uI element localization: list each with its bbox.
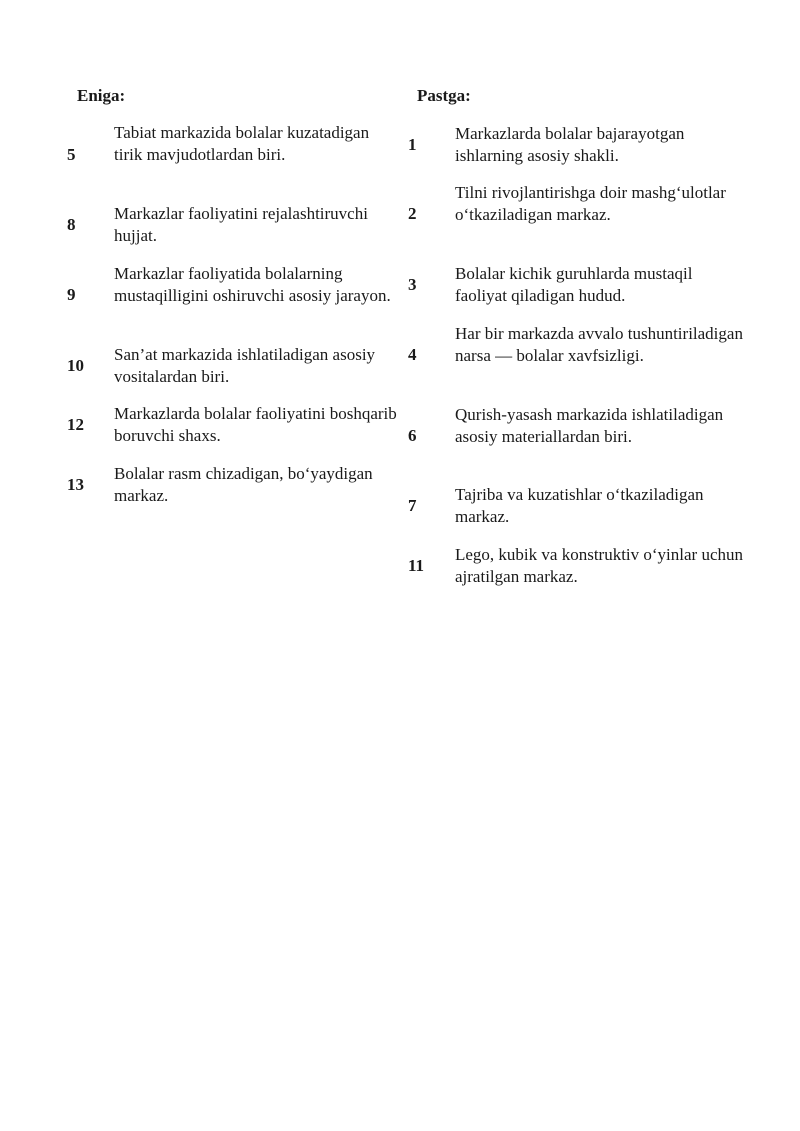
clue-number: 9 <box>67 285 76 304</box>
clue-text: Tabiat markazida bolalar kuzatadigan tirik mavjudotlardan biri. <box>114 123 370 164</box>
clue-number: 3 <box>408 275 417 294</box>
clue-text: Markazlar faoliyatini rejalashtiruvchi hujjat. <box>114 204 368 245</box>
clue-text: Lego, kubik va konstruktiv o‘yinlar uchun ajratilgan markaz. <box>455 545 744 586</box>
clue-text: Markazlarda bolalar bajarayotgan ishlarning asosiy shakli. <box>455 124 685 165</box>
clue-text: Tilni rivojlantirishga doir mashg‘ulotlar o‘tkaziladigan markaz. <box>455 183 726 224</box>
clue-number: 5 <box>67 145 76 164</box>
clue-number: 11 <box>408 556 425 575</box>
clue-text: Tajriba va kuzatishlar o‘tkaziladigan markaz. <box>455 485 704 526</box>
down-heading: Pastga: <box>417 86 471 105</box>
clue-number: 2 <box>408 204 417 223</box>
clue-text: Markazlar faoliyatida bolalarning mustaqilligini oshiruvchi asosiy jarayon. <box>114 264 391 305</box>
clue-number: 4 <box>408 345 417 364</box>
clue-number: 8 <box>67 215 76 234</box>
across-heading: Eniga: <box>77 86 126 105</box>
clue-text: Qurish-yasash markazida ishlatiladigan asosiy materiallardan biri. <box>455 405 724 446</box>
clue-number: 13 <box>67 475 84 494</box>
clue-number: 7 <box>408 496 417 515</box>
clue-text: Markazlarda bolalar faoliyatini boshqarib boruvchi shaxs. <box>114 404 397 445</box>
clue-text: San’at markazida ishlatiladigan asosiy vositalardan biri. <box>114 345 376 386</box>
clue-text: Bolalar kichik guruhlarda mustaqil faoliyat qiladigan hudud. <box>455 264 693 305</box>
clue-number: 12 <box>67 415 84 434</box>
clue-text: Har bir markazda avvalo tushuntiriladigan narsa — bolalar xavfsizligi. <box>455 324 743 365</box>
clue-number: 10 <box>67 356 84 375</box>
clue-text: Bolalar rasm chizadigan, bo‘yaydigan markaz. <box>114 464 373 505</box>
clue-number: 6 <box>408 426 417 445</box>
clue-number: 1 <box>408 135 417 154</box>
